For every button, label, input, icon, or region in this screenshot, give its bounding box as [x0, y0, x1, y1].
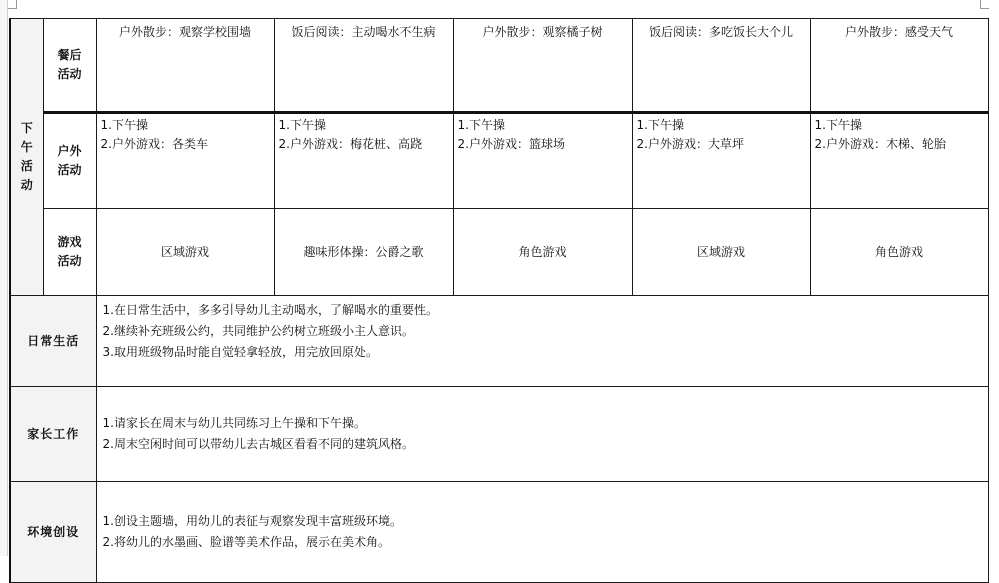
family-work-label: 家长工作: [10, 387, 96, 482]
meal-cell-4: 饭后阅读：多吃饭长大个儿: [632, 19, 810, 113]
outdoor-cell-2: [274, 113, 453, 209]
daily-life-line-3: 3.取用班级物品时能自觉轻拿轻放，用完放回原处。: [102, 345, 378, 359]
meal-cell-2: 饭后阅读：主动喝水不生病: [274, 19, 453, 113]
outdoor-activities-label-text: 户外活动: [57, 144, 82, 177]
environment-row: [10, 482, 988, 583]
outdoor-cell-2-line-2: 2.户外游戏：梅花桩、高跷: [278, 137, 422, 151]
corner-mark-right: [980, 0, 989, 9]
outdoor-activities-row: [10, 113, 988, 209]
meal-activities-row: [10, 19, 988, 113]
outdoor-cell-4-line-2: 2.户外游戏：大草坪: [636, 137, 744, 151]
game-activities-label: [43, 209, 96, 296]
game-cell-1: 区域游戏: [96, 209, 274, 296]
meal-cell-5: 户外散步：感受天气: [810, 19, 988, 113]
family-work-row: [10, 387, 988, 482]
outdoor-cell-5-line-1: 1.下午操: [814, 118, 862, 132]
afternoon-activities-text: 下午活动: [20, 121, 33, 192]
meal-cell-3: 户外散步：观察橘子树: [453, 19, 632, 113]
corner-mark-left: [8, 0, 17, 9]
outdoor-cell-3: [453, 113, 632, 209]
outdoor-cell-5: [810, 113, 988, 209]
outdoor-cell-4-line-1: 1.下午操: [636, 118, 684, 132]
family-work-line-1: 1.请家长在周末与幼儿共同练习上午操和下午操。: [102, 416, 366, 430]
environment-line-2: 2.将幼儿的水墨画、脸谱等美术作品，展示在美术角。: [102, 535, 390, 549]
outdoor-cell-1: [96, 113, 274, 209]
afternoon-activities-label: [10, 19, 43, 296]
game-activities-row: [10, 209, 988, 296]
outdoor-cell-3-line-2: 2.户外游戏：篮球场: [457, 137, 565, 151]
daily-life-content: [96, 296, 988, 387]
meal-cell-1: 户外散步：观察学校围墙: [96, 19, 274, 113]
environment-content: [96, 482, 988, 583]
game-cell-5: 角色游戏: [810, 209, 988, 296]
game-cell-4: 区域游戏: [632, 209, 810, 296]
outdoor-cell-1-line-1: 1.下午操: [100, 118, 148, 132]
environment-line-1: 1.创设主题墙，用幼儿的表征与观察发现丰富班级环境。: [102, 514, 402, 528]
page-left-edge: [0, 0, 8, 556]
daily-life-line-1: 1.在日常生活中，多多引导幼儿主动喝水，了解喝水的重要性。: [102, 303, 438, 317]
outdoor-cell-5-line-2: 2.户外游戏：木梯、轮胎: [814, 137, 946, 151]
game-activities-label-text: 游戏活动: [57, 235, 82, 268]
meal-activities-label-text: 餐后活动: [57, 48, 82, 81]
game-cell-3: 角色游戏: [453, 209, 632, 296]
daily-life-label: 日常生活: [10, 296, 96, 387]
outdoor-cell-3-line-1: 1.下午操: [457, 118, 505, 132]
game-cell-2: 趣味形体操：公爵之歌: [274, 209, 453, 296]
outdoor-cell-1-line-2: 2.户外游戏：各类车: [100, 137, 208, 151]
outdoor-cell-4: [632, 113, 810, 209]
weekly-plan-table: [9, 18, 989, 583]
environment-label: 环境创设: [10, 482, 96, 583]
daily-life-line-2: 2.继续补充班级公约，共同维护公约树立班级小主人意识。: [102, 324, 414, 338]
family-work-content: [96, 387, 988, 482]
page-corner-marks: [0, 0, 999, 10]
outdoor-activities-label: [43, 113, 96, 209]
daily-life-row: [10, 296, 988, 387]
meal-activities-label: [43, 19, 96, 113]
outdoor-cell-2-line-1: 1.下午操: [278, 118, 326, 132]
family-work-line-2: 2.周末空闲时间可以带幼儿去古城区看看不同的建筑风格。: [102, 437, 414, 451]
